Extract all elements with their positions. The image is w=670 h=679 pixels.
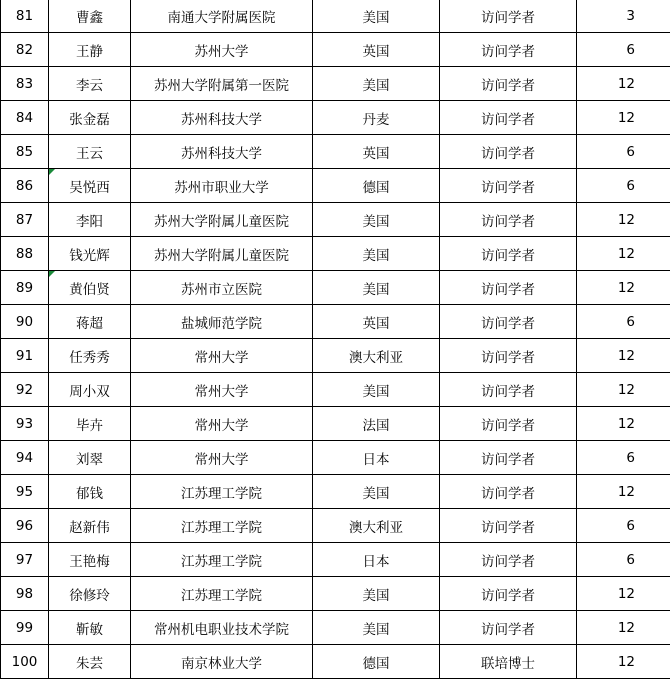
cell-number[interactable]: 85 <box>1 135 49 169</box>
cell-visit-type[interactable]: 访问学者 <box>440 33 577 67</box>
cell-months[interactable]: 6 <box>577 441 670 475</box>
cell-months[interactable]: 12 <box>577 645 670 679</box>
cell-name[interactable]: 靳敏 <box>49 611 131 645</box>
cell-number[interactable]: 86 <box>1 169 49 203</box>
cell-visit-type[interactable]: 访问学者 <box>440 611 577 645</box>
cell-country[interactable]: 美国 <box>313 0 440 33</box>
cell-months[interactable]: 12 <box>577 101 670 135</box>
cell-months[interactable]: 6 <box>577 33 670 67</box>
cell-months[interactable]: 12 <box>577 271 670 305</box>
table-row <box>1 543 670 577</box>
cell-number[interactable]: 99 <box>1 611 49 645</box>
cell-country[interactable]: 英国 <box>313 305 440 339</box>
cell-country[interactable]: 德国 <box>313 645 440 679</box>
cell-months[interactable]: 12 <box>577 339 670 373</box>
cell-country[interactable]: 美国 <box>313 203 440 237</box>
cell-name[interactable]: 蒋超 <box>49 305 131 339</box>
cell-months[interactable]: 12 <box>577 475 670 509</box>
cell-visit-type[interactable]: 访问学者 <box>440 101 577 135</box>
cell-months[interactable]: 12 <box>577 611 670 645</box>
cell-visit-type[interactable]: 访问学者 <box>440 135 577 169</box>
cell-name[interactable]: 吴悦西 <box>49 169 131 203</box>
table-row <box>1 67 670 101</box>
cell-months[interactable]: 12 <box>577 373 670 407</box>
table-row <box>1 135 670 169</box>
cell-name[interactable]: 朱芸 <box>49 645 131 679</box>
cell-name[interactable]: 李云 <box>49 67 131 101</box>
cell-country[interactable]: 美国 <box>313 373 440 407</box>
cell-number[interactable]: 92 <box>1 373 49 407</box>
table-row <box>1 33 670 67</box>
cell-months[interactable]: 12 <box>577 577 670 611</box>
cell-institution[interactable]: 江苏理工学院 <box>131 509 313 543</box>
cell-institution[interactable]: 苏州科技大学 <box>131 135 313 169</box>
table-row <box>1 203 670 237</box>
cell-number[interactable]: 93 <box>1 407 49 441</box>
cell-visit-type[interactable]: 访问学者 <box>440 509 577 543</box>
cell-country[interactable]: 美国 <box>313 271 440 305</box>
cell-name[interactable]: 曹鑫 <box>49 0 131 33</box>
cell-visit-type[interactable]: 联培博士 <box>440 645 577 679</box>
cell-institution[interactable]: 苏州市职业大学 <box>131 169 313 203</box>
cell-country[interactable]: 日本 <box>313 543 440 577</box>
cell-visit-type[interactable]: 访问学者 <box>440 407 577 441</box>
cell-institution[interactable]: 苏州大学附属第一医院 <box>131 67 313 101</box>
cell-country[interactable]: 日本 <box>313 441 440 475</box>
cell-months[interactable]: 6 <box>577 509 670 543</box>
cell-number[interactable]: 98 <box>1 577 49 611</box>
cell-country[interactable]: 澳大利亚 <box>313 339 440 373</box>
cell-number[interactable]: 90 <box>1 305 49 339</box>
cell-number[interactable]: 94 <box>1 441 49 475</box>
cell-institution[interactable]: 苏州大学附属儿童医院 <box>131 203 313 237</box>
cell-visit-type[interactable]: 访问学者 <box>440 543 577 577</box>
cell-country[interactable]: 美国 <box>313 237 440 271</box>
cell-country[interactable]: 澳大利亚 <box>313 509 440 543</box>
cell-visit-type[interactable]: 访问学者 <box>440 577 577 611</box>
cell-institution[interactable]: 盐城师范学院 <box>131 305 313 339</box>
cell-name[interactable]: 任秀秀 <box>49 339 131 373</box>
comment-marker-icon <box>49 169 55 175</box>
cell-number[interactable]: 95 <box>1 475 49 509</box>
cell-name[interactable]: 王云 <box>49 135 131 169</box>
cell-country[interactable]: 美国 <box>313 577 440 611</box>
cell-name[interactable]: 毕卉 <box>49 407 131 441</box>
cell-institution[interactable]: 南通大学附属医院 <box>131 0 313 33</box>
cell-number[interactable]: 89 <box>1 271 49 305</box>
cell-months[interactable]: 6 <box>577 135 670 169</box>
cell-name[interactable]: 李阳 <box>49 203 131 237</box>
table-row <box>1 0 670 33</box>
cell-country[interactable]: 美国 <box>313 611 440 645</box>
table-row <box>1 407 670 441</box>
cell-name[interactable]: 张金磊 <box>49 101 131 135</box>
cell-country[interactable]: 美国 <box>313 67 440 101</box>
cell-institution[interactable]: 江苏理工学院 <box>131 577 313 611</box>
cell-number[interactable]: 91 <box>1 339 49 373</box>
table-row <box>1 169 670 203</box>
cell-institution[interactable]: 苏州大学 <box>131 33 313 67</box>
cell-name[interactable]: 刘翠 <box>49 441 131 475</box>
cell-country[interactable]: 英国 <box>313 135 440 169</box>
cell-visit-type[interactable]: 访问学者 <box>440 203 577 237</box>
cell-institution[interactable]: 常州大学 <box>131 407 313 441</box>
cell-visit-type[interactable]: 访问学者 <box>440 271 577 305</box>
cell-name[interactable]: 赵新伟 <box>49 509 131 543</box>
table-row <box>1 645 670 679</box>
cell-institution[interactable]: 江苏理工学院 <box>131 543 313 577</box>
cell-institution[interactable]: 苏州科技大学 <box>131 101 313 135</box>
cell-months[interactable]: 3 <box>577 0 670 33</box>
cell-name[interactable]: 徐修玲 <box>49 577 131 611</box>
cell-name[interactable]: 黄伯贤 <box>49 271 131 305</box>
comment-marker-icon <box>49 271 55 277</box>
cell-name[interactable]: 郁钱 <box>49 475 131 509</box>
cell-visit-type[interactable]: 访问学者 <box>440 305 577 339</box>
cell-number[interactable]: 84 <box>1 101 49 135</box>
cell-number[interactable]: 81 <box>1 0 49 33</box>
cell-institution[interactable]: 常州大学 <box>131 441 313 475</box>
cell-country[interactable]: 丹麦 <box>313 101 440 135</box>
cell-months[interactable]: 6 <box>577 169 670 203</box>
cell-months[interactable]: 6 <box>577 543 670 577</box>
cell-visit-type[interactable]: 访问学者 <box>440 475 577 509</box>
cell-months[interactable]: 12 <box>577 407 670 441</box>
cell-visit-type[interactable]: 访问学者 <box>440 441 577 475</box>
cell-visit-type[interactable]: 访问学者 <box>440 339 577 373</box>
table-row <box>1 339 670 373</box>
cell-months[interactable]: 12 <box>577 203 670 237</box>
cell-institution[interactable]: 常州机电职业技术学院 <box>131 611 313 645</box>
table-row <box>1 441 670 475</box>
cell-visit-type[interactable]: 访问学者 <box>440 373 577 407</box>
cell-name[interactable]: 王艳梅 <box>49 543 131 577</box>
cell-visit-type[interactable]: 访问学者 <box>440 237 577 271</box>
cell-country[interactable]: 德国 <box>313 169 440 203</box>
table-row <box>1 509 670 543</box>
cell-name[interactable]: 钱光辉 <box>49 237 131 271</box>
table-body <box>1 0 670 679</box>
cell-name[interactable]: 王静 <box>49 33 131 67</box>
cell-institution[interactable]: 苏州大学附属儿童医院 <box>131 237 313 271</box>
cell-institution[interactable]: 苏州市立医院 <box>131 271 313 305</box>
table-row <box>1 373 670 407</box>
cell-institution[interactable]: 南京林业大学 <box>131 645 313 679</box>
cell-country[interactable]: 英国 <box>313 33 440 67</box>
cell-number[interactable]: 83 <box>1 67 49 101</box>
table-row <box>1 577 670 611</box>
cell-number[interactable]: 87 <box>1 203 49 237</box>
cell-name[interactable]: 周小双 <box>49 373 131 407</box>
cell-institution[interactable]: 江苏理工学院 <box>131 475 313 509</box>
cell-number[interactable]: 97 <box>1 543 49 577</box>
table-row <box>1 101 670 135</box>
cell-months[interactable]: 12 <box>577 67 670 101</box>
cell-institution[interactable]: 常州大学 <box>131 339 313 373</box>
cell-number[interactable]: 96 <box>1 509 49 543</box>
cell-number[interactable]: 100 <box>1 645 49 679</box>
table-row <box>1 611 670 645</box>
cell-country[interactable]: 法国 <box>313 407 440 441</box>
table-row <box>1 237 670 271</box>
table-row <box>1 305 670 339</box>
cell-number[interactable]: 82 <box>1 33 49 67</box>
table-row <box>1 475 670 509</box>
cell-number[interactable]: 88 <box>1 237 49 271</box>
cell-visit-type[interactable]: 访问学者 <box>440 67 577 101</box>
cell-months[interactable]: 6 <box>577 305 670 339</box>
cell-institution[interactable]: 常州大学 <box>131 373 313 407</box>
cell-months[interactable]: 12 <box>577 237 670 271</box>
cell-country[interactable]: 美国 <box>313 475 440 509</box>
cell-visit-type[interactable]: 访问学者 <box>440 0 577 33</box>
cell-visit-type[interactable]: 访问学者 <box>440 169 577 203</box>
table-row <box>1 271 670 305</box>
